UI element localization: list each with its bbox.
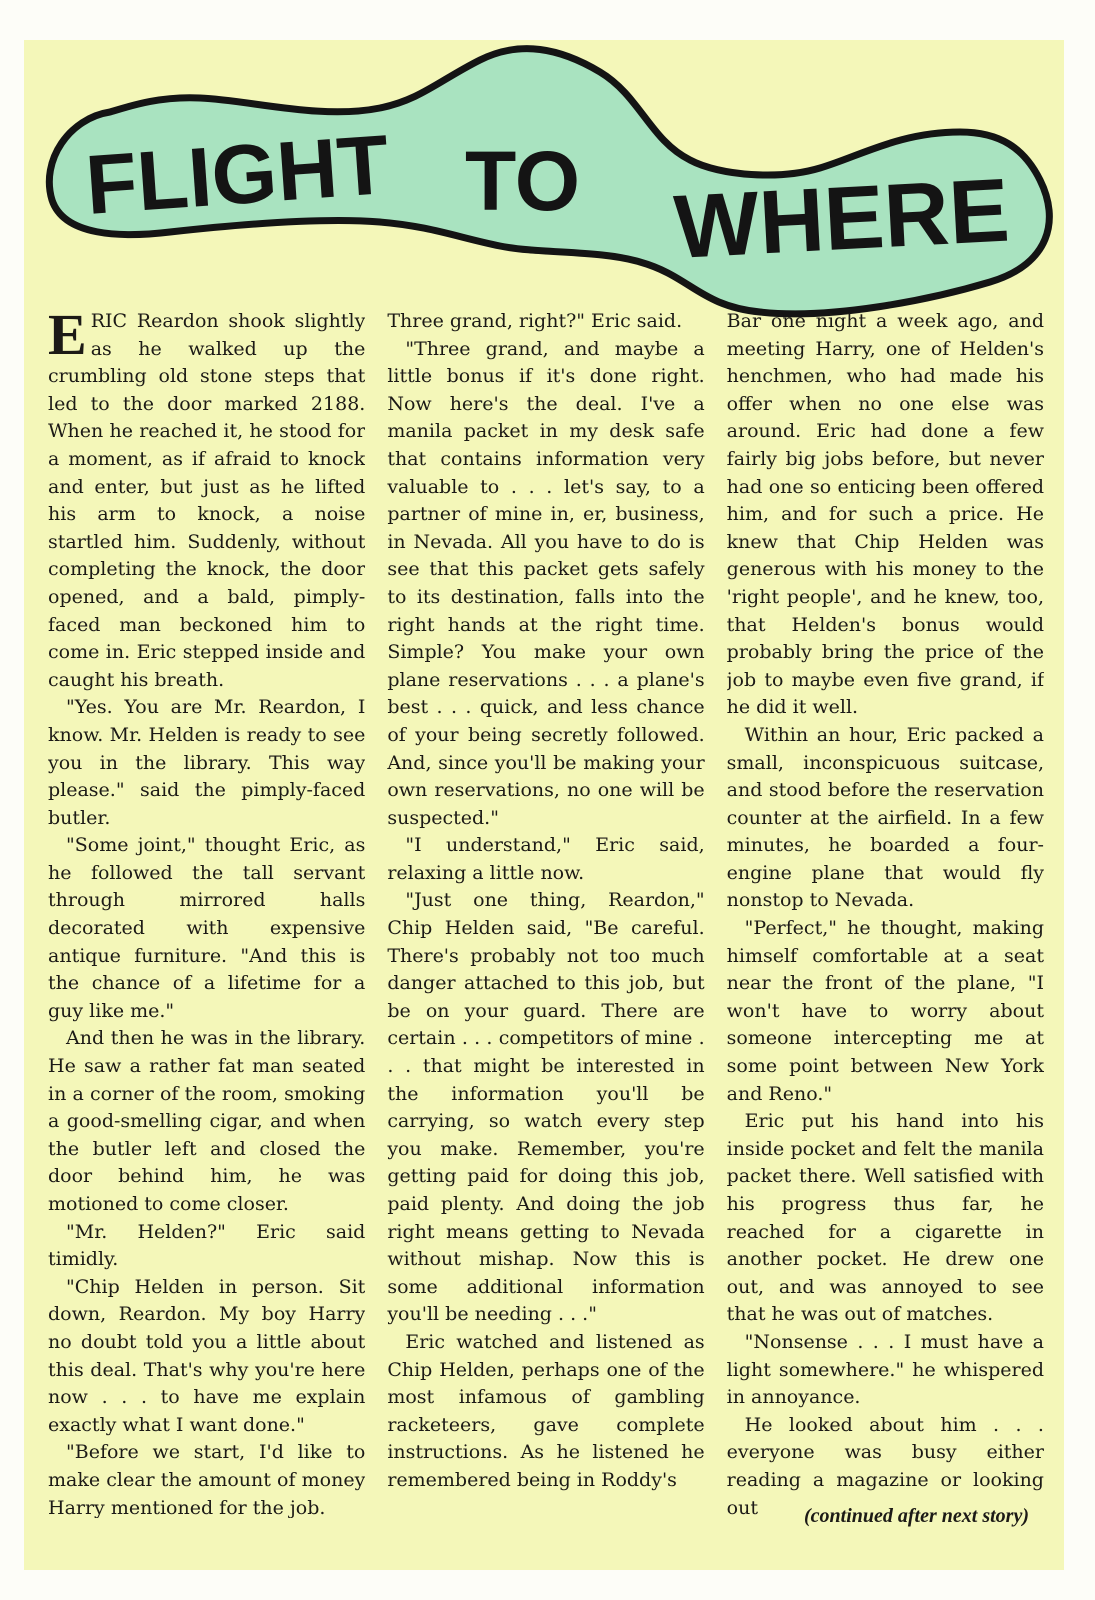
story-paragraph: Eric watched and listened as Chip Helden, perhaps one of the most infamous of gambling racketeers, gave complete instructions. As he listened he remembered being in Roddy's — [387, 1330, 705, 1491]
continued-note: (continued after next story) — [804, 1505, 1029, 1527]
story-column-3 — [727, 308, 1044, 1518]
story-paragraph: He looked about him . . . everyone was busy either reading a magazine or looking out — [726, 1413, 1044, 1518]
story-paragraph: Within an hour, Eric packed a small, inconspicuous suitcase, and stood before the reservation counter at the airfield. In a few minutes, he boarded a four-engine plane that would fly nonstop to Nevada. — [726, 723, 1044, 912]
title-word-where: WHERE — [671, 160, 1012, 278]
story-paragraph: Bar one night a week ago, and meeting Harry, one of Helden's henchmen, who had made his offer when no one else was around. Eric had done a few fairly big jobs before, but never had one so enticing been offered him, and for such a price. He knew that Chip Helden was generous with his money to the 'right people', and he knew, too, that Helden's bonus would probably bring the price of the job to maybe even five grand, if he did it well. — [726, 310, 1044, 719]
story-paragraph: "Some joint," thought Eric, as he followed the tall servant through mirrored halls decorated with expensive antique furniture. "And this is the chance of a lifetime for a guy like me." — [48, 834, 366, 1022]
story-paragraph: "Chip Helden in person. Sit down, Reardon. My boy Harry no doubt told you a little about this deal. That's why you're here now . . . to have me explain exactly what I want done." — [48, 1275, 366, 1436]
story-paragraph: "Perfect," he thought, making himself comfortable at a seat near the front of the plane, "I won't have to worry about someone intercepting me at some point between New York and Reno." — [726, 917, 1044, 1105]
story-paragraph: Eric put his hand into his inside pocket and felt the manila packet there. Well satisfied with his progress thus far, he reached for a cigarette in another pocket. He drew one out, and was annoyed to see that he was out of matches. — [726, 1110, 1044, 1326]
story-column-1 — [48, 308, 365, 1518]
story-columns — [48, 308, 1044, 1518]
story-column-2 — [387, 308, 704, 1518]
title-word-to: TO — [465, 134, 581, 228]
story-paragraph: "Just one thing, Reardon," Chip Helden said, "Be careful. There's probably not too much danger attached to this job, but be on your guard. There are certain . . . competitors of mine . . . that might be interested in the information you'll be carrying, so watch every step you make. Remember, you're getting paid for doing this job, paid plenty. And doing the job right means getting to Nevada without mishap. Now this is some additional information you'll be needing . . ." — [387, 889, 705, 1326]
story-paragraph: "Before we start, I'd like to make clear the amount of money Harry mentioned for the job. — [48, 1441, 366, 1518]
story-paragraph: "Yes. You are Mr. Reardon, I know. Mr. Helden is ready to see you in the library. This way please." said the pimply-faced butler. — [48, 696, 366, 829]
story-paragraph: "Three grand, and maybe a little bonus if it's done right. Now here's the deal. I've a manila packet in my desk safe that contains information very valuable to . . . let's say, to a partner of mine in, er, business, in Nevada. All you have to do is see that this packet gets safely to its destination, falls into the right hands at the right time. Simple? You make your own plane reservations . . . a plane's best . . . quick, and less chance of your being secretly followed. And, since you'll be making your own reservations, no one will be suspected." — [387, 337, 705, 829]
title-banner — [0, 0, 1095, 340]
title-word-flight: FLIGHT — [82, 117, 392, 232]
story-paragraph: "I understand," Eric said, relaxing a little now. — [387, 834, 705, 884]
story-paragraph: ERIC Reardon shook slightly as he walked up the crumbling old stone steps that led to the door marked 2188. When he reached it, he stood for a moment, as if afraid to knock and enter, but just as he lifted his arm to knock, a noise startled him. Suddenly, without completing the knock, the door opened, and a bald, pimply-faced man beckoned him to come in. Eric stepped inside and caught his breath. — [48, 308, 366, 691]
story-paragraph: And then he was in the library. He saw a rather fat man seated in a corner of the room, smoking a good-smelling cigar, and when the butler left and closed the door behind him, he was motioned to come closer. — [48, 1027, 366, 1215]
story-paragraph: Three grand, right?" Eric said. — [387, 310, 683, 332]
drop-cap: E — [48, 308, 87, 367]
story-paragraph: "Nonsense . . . I must have a light somewhere." he whispered in annoyance. — [726, 1330, 1044, 1409]
story-paragraph: "Mr. Helden?" Eric said timidly. — [48, 1220, 366, 1271]
